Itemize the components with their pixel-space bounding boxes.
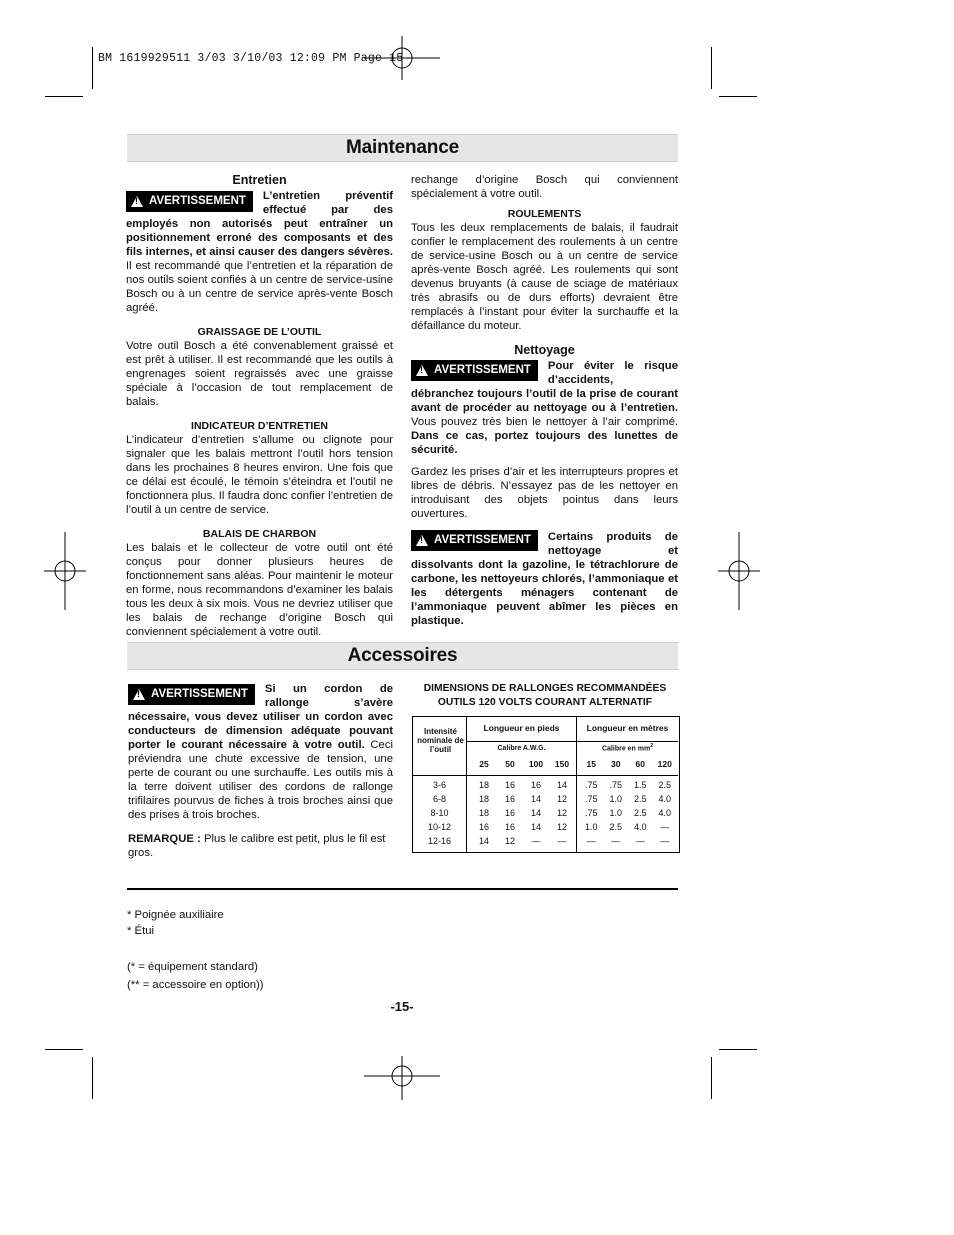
crop-mark bbox=[45, 96, 83, 97]
table-row bbox=[413, 806, 678, 820]
mm-cell: — bbox=[635, 836, 645, 846]
roulements-heading: ROULEMENTS bbox=[507, 208, 582, 220]
extension-cord-table bbox=[412, 716, 680, 853]
graissage-text: Votre outil Bosch a été convenablement graissé et est prêt à utiliser. Il est recommandé que les outils à engrenages soient regraissés avec une graisse spéciale à l’occasion de tout remplacement de balais. bbox=[126, 340, 393, 408]
warning-badge: ! AVERTISSEMENT bbox=[126, 191, 253, 212]
awg-cell: — bbox=[557, 836, 567, 846]
meters-length-cell: 15 bbox=[586, 759, 596, 769]
awg-cell: 12 bbox=[556, 808, 567, 818]
mm-cell: — bbox=[660, 836, 670, 846]
table-row bbox=[413, 792, 678, 806]
nettoyage-warning-text: Pour éviter le risque d’accidents, débranchez toujours l’outil de la prise de courant avant de procéder au nettoyage ou à l’entretien. bbox=[411, 360, 678, 414]
section-divider bbox=[127, 888, 678, 890]
mm-cell: 2.5 bbox=[633, 794, 647, 804]
awg-cell: 14 bbox=[556, 780, 567, 790]
warning-triangle-icon bbox=[133, 689, 145, 700]
awg-cell: 16 bbox=[504, 780, 515, 790]
table-title-line-1: DIMENSIONS DE RALLONGES RECOMMANDÉES bbox=[423, 683, 667, 694]
maintenance-title: Maintenance bbox=[127, 134, 678, 162]
accessory-item: * Poignée auxiliaire bbox=[127, 909, 224, 921]
mm-cell: — bbox=[586, 836, 596, 846]
meters-length-cell: 30 bbox=[611, 759, 621, 769]
remarque-label: REMARQUE : bbox=[128, 833, 201, 845]
accessories-list bbox=[127, 907, 224, 939]
table-divider bbox=[413, 775, 678, 776]
header-meters: Longueur en mètres bbox=[586, 723, 669, 733]
header-rating: Intensité nominale de l’outil bbox=[417, 727, 464, 754]
awg-cell: — bbox=[531, 836, 541, 846]
mm-cell: .75 bbox=[609, 780, 622, 790]
warning-badge: ! AVERTISSEMENT bbox=[411, 530, 538, 551]
roulements-text: Tous les deux remplacements de balais, il faudrait confier le remplacement des roulements à un centre de service-usine Bosch ou à un centre de service après-vente Bosch agréé. Les roulements qui sont devenus bruyants (à cause de sciage de matériaux très abrasifs ou de durs efforts) devraient être remplacés à l’instant pour éviter la surchauffe et la défaillance du moteur. bbox=[411, 222, 678, 332]
accessoires-left-column bbox=[128, 682, 393, 860]
awg-cell: 18 bbox=[478, 780, 489, 790]
warning-badge: ! AVERTISSEMENT bbox=[411, 360, 538, 381]
graissage-heading: GRAISSAGE DE L’OUTIL bbox=[197, 326, 322, 338]
registration-mark-right bbox=[718, 532, 760, 610]
registration-mark-left bbox=[44, 532, 86, 610]
nettoyage-text: Vous pouvez très bien le nettoyer à l’air comprimé. bbox=[411, 416, 678, 428]
feet-length-cell: 25 bbox=[479, 759, 489, 769]
crop-mark bbox=[719, 1049, 757, 1050]
awg-cell: 16 bbox=[504, 822, 515, 832]
header-mm-sup: 2 bbox=[650, 743, 654, 749]
rating-cell: 3-6 bbox=[432, 780, 446, 790]
feet-length-cell: 100 bbox=[528, 759, 544, 769]
meters-length-row bbox=[579, 759, 677, 769]
crop-mark bbox=[45, 1049, 83, 1050]
awg-cell: 16 bbox=[478, 822, 489, 832]
nettoyage-heading: Nettoyage bbox=[514, 343, 575, 357]
rallonge-warning-text: Si un cordon de rallonge s’avère nécessaire, vous devez utiliser un cordon avec conducteurs de dimension adéquate pouvant porter le courant nécessaire à votre outil. bbox=[128, 683, 393, 751]
mm-cell: .75 bbox=[584, 808, 598, 818]
mm-cell: 1.0 bbox=[609, 794, 622, 804]
feet-length-cell: 150 bbox=[554, 759, 570, 769]
warning-badge: ! AVERTISSEMENT bbox=[128, 684, 255, 705]
legend-optional: (** = accessoire en option)) bbox=[127, 979, 264, 991]
awg-cell: 16 bbox=[530, 780, 541, 790]
rating-cell: 6-8 bbox=[432, 794, 446, 804]
awg-cell: 14 bbox=[530, 822, 541, 832]
mm-cell: 2.5 bbox=[609, 822, 622, 832]
entretien-text: Il est recommandé que l’entretien et la réparation de nos outils soient confiés à un centre de service-usine Bosch ou à un centre de service après-vente Bosch agréé. bbox=[126, 260, 393, 314]
mm-cell: 1.0 bbox=[584, 822, 598, 832]
nettoyage-safety-text: Dans ce cas, portez toujours des lunettes de sécurité. bbox=[411, 430, 678, 456]
table-title-line-2: OUTILS 120 VOLTS COURANT ALTERNATIF bbox=[437, 697, 653, 708]
rating-cell: 10-12 bbox=[427, 822, 452, 832]
table-divider bbox=[466, 741, 678, 742]
mm-cell: — bbox=[660, 822, 670, 832]
mm-cell: 4.0 bbox=[658, 794, 671, 804]
mm-cell: 4.0 bbox=[633, 822, 647, 832]
balais-continued-text: rechange d’origine Bosch qui conviennent spécialement à votre outil. bbox=[411, 174, 678, 200]
awg-cell: 18 bbox=[478, 808, 489, 818]
registration-mark-top bbox=[364, 36, 440, 80]
rallonge-text: Ceci préviendra une chute excessive de tension, une perte de courant ou une surchauffe. Les outils mis à la terre doivent utiliser des cordons de rallonge trifilaires pourvus de fiches à trois broches ainsi que des prises à trois broches. bbox=[128, 739, 393, 821]
remarque-text: Plus le calibre est petit, plus le fil est gros. bbox=[128, 833, 386, 859]
meters-length-cell: 120 bbox=[657, 759, 672, 769]
rating-cell: 12-16 bbox=[427, 836, 452, 846]
awg-cell: 12 bbox=[556, 822, 567, 832]
solvants-warning-text: Certains produits de nettoyage et dissolvants dont la gazoline, le tétrachlorure de carbone, les nettoyeurs chlorés, l’ammoniaque et les détergents ménagers contenant de l’ammoniaque peuvent abîmer les pièces en plastique. bbox=[411, 531, 678, 627]
balais-text: Les balais et le collecteur de votre outil ont été conçus pour donner plusieurs heures de fonctionnement sans aléas. Pour maintenir le moteur en forme, nous recommandons d’examiner les balais tous les deux à six mois. Vous ne devriez utiliser que les balais de rechange d’origine Bosch qui conviennent spécialement à votre outil. bbox=[126, 542, 393, 638]
crop-mark bbox=[719, 96, 757, 97]
awg-cell: 14 bbox=[530, 794, 541, 804]
accessory-item: * Étui bbox=[127, 925, 155, 937]
indicateur-heading: INDICATEUR D’ENTRETIEN bbox=[191, 420, 328, 432]
crop-mark bbox=[92, 47, 93, 89]
awg-cell: 18 bbox=[478, 794, 489, 804]
awg-cell: 14 bbox=[530, 808, 541, 818]
nettoyage-text-2: Gardez les prises d’air et les interrupteurs propres et libres de débris. N’essayez pas de les nettoyer en introduisant des objets pointus dans leurs ouvertures. bbox=[411, 466, 678, 520]
crop-mark bbox=[711, 47, 712, 89]
accessoires-title: Accessoires bbox=[127, 642, 678, 670]
feet-length-row bbox=[471, 759, 575, 769]
legend-standard: (* = équipement standard) bbox=[127, 961, 258, 973]
header-mm bbox=[577, 743, 678, 752]
table-row bbox=[413, 820, 678, 834]
header-feet: Longueur en pieds bbox=[483, 723, 560, 733]
mm-cell: 4.0 bbox=[658, 808, 671, 818]
legend bbox=[127, 958, 264, 994]
mm-cell: 1.0 bbox=[609, 808, 622, 818]
maintenance-left-column bbox=[126, 173, 393, 638]
mm-cell: 1.5 bbox=[633, 780, 647, 790]
awg-cell: 16 bbox=[504, 794, 515, 804]
table-title bbox=[412, 682, 678, 710]
awg-cell: 12 bbox=[504, 836, 515, 846]
table-row bbox=[413, 834, 678, 848]
mm-cell: 2.5 bbox=[633, 808, 647, 818]
meters-length-cell: 60 bbox=[635, 759, 645, 769]
balais-heading: BALAIS DE CHARBON bbox=[202, 528, 317, 540]
print-slug: BM 1619929511 3/03 3/10/03 12:09 PM Page 15 bbox=[98, 52, 404, 65]
awg-cell: 12 bbox=[556, 794, 567, 804]
entretien-warning-text: L’entretien préventif effectué par des employés non autorisés peut entraîner un positionnement erroné des composants et des fils internes, et ainsi causer des dangers sévères. bbox=[126, 190, 393, 258]
maintenance-right-column bbox=[411, 173, 678, 628]
table-row bbox=[413, 778, 678, 792]
warning-triangle-icon bbox=[416, 365, 428, 376]
page-number: -15- bbox=[390, 999, 414, 1014]
rating-cell: 8-10 bbox=[430, 808, 449, 818]
header-awg: Calibre A.W.G. bbox=[497, 745, 546, 752]
entretien-heading: Entretien bbox=[232, 173, 287, 187]
awg-cell: 14 bbox=[478, 836, 489, 846]
indicateur-text: L’indicateur d’entretien s’allume ou clignote pour signaler que les balais mettront l’outil hors tension dans les prochaines 8 heures environ. Une fois que ce délai est écoulé, le témoin s’éteindra et l’outil ne fonctionnera plus. Il faudra donc confier l’entretien de l’outil à un centre de service. bbox=[126, 434, 393, 516]
registration-mark-bottom bbox=[364, 1056, 440, 1100]
crop-mark bbox=[92, 1057, 93, 1099]
warning-triangle-icon bbox=[131, 196, 143, 207]
mm-cell: .75 bbox=[584, 794, 598, 804]
crop-mark bbox=[711, 1057, 712, 1099]
table-body bbox=[413, 778, 678, 848]
mm-cell: — bbox=[611, 836, 621, 846]
awg-cell: 16 bbox=[504, 808, 515, 818]
header-mm-label: Calibre en mm bbox=[601, 745, 651, 753]
mm-cell: 2.5 bbox=[658, 780, 671, 790]
mm-cell: .75 bbox=[584, 780, 598, 790]
warning-triangle-icon bbox=[416, 535, 428, 546]
feet-length-cell: 50 bbox=[505, 759, 515, 769]
